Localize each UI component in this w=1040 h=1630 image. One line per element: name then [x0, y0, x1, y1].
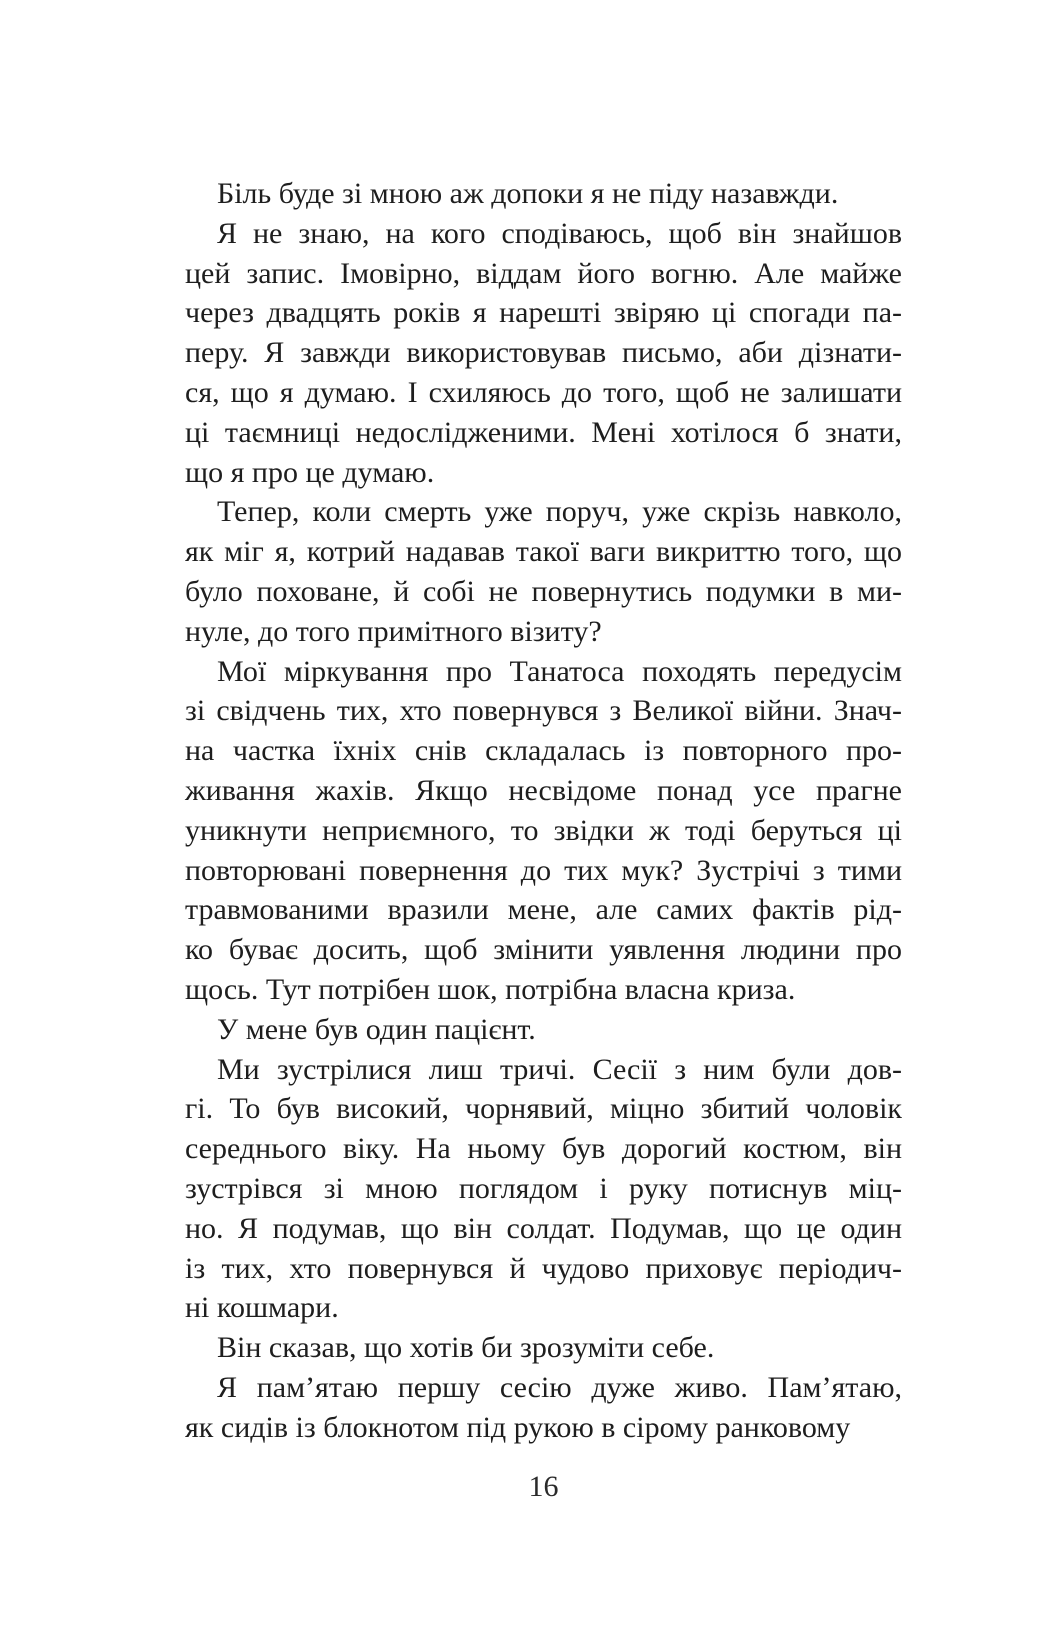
paragraph	[185, 1328, 902, 1368]
paragraph	[185, 1010, 902, 1050]
text-line: як міг я, котрий надавав такої ваги викриттю того, що	[185, 535, 902, 569]
text-line: перу. Я завжди використовував письмо, аби дізнати-	[185, 336, 902, 370]
text-line: нуле, до того примітного візиту?	[185, 614, 602, 648]
text-line: щось. Тут потрібен шок, потрібна власна криза.	[185, 972, 796, 1006]
text-line: ко буває досить, щоб змінити уявлення людини про	[185, 933, 902, 967]
text-line: середнього віку. На ньому був дорогий костюм, він	[185, 1132, 902, 1166]
text-line: Я не знаю, на кого сподіваюсь, щоб він знайшов	[217, 216, 902, 250]
paragraph	[185, 174, 902, 214]
text-line: Мої міркування про Танатоса походять передусім	[217, 654, 902, 688]
text-line: повторювані повернення до тих мук? Зустрічі з тими	[185, 853, 902, 887]
text-line: Ми зустрілися лиш тричі. Сесії з ним були дов-	[217, 1052, 902, 1086]
text-line: живання жахів. Якщо несвідоме понад усе прагне	[185, 773, 902, 807]
text-line: Біль буде зі мною аж допоки я не піду назавжди.	[217, 177, 839, 210]
text-line: Тепер, коли смерть уже поруч, уже скрізь навколо,	[217, 495, 902, 529]
text-line: уникнути неприємного, то звідки ж тоді беруться ці	[185, 813, 902, 847]
text-line: зустрівся зі мною поглядом і руку потиснув міц-	[185, 1171, 902, 1205]
text-line: як сидів із блокнотом під рукою в сірому ранковому	[185, 1410, 851, 1444]
text-line: но. Я подумав, що він солдат. Подумав, що це один	[185, 1211, 902, 1245]
paragraph	[185, 652, 902, 1010]
text-line: зі свідчень тих, хто повернувся з Великої війни. Знач-	[185, 694, 902, 728]
paragraph	[185, 1050, 902, 1329]
paragraph	[185, 492, 902, 651]
text-line: було поховане, й собі не повернутись подумки в ми-	[185, 574, 902, 608]
text-line: цей запис. Імовірно, віддам його вогню. Але майже	[185, 256, 902, 290]
paragraph	[185, 214, 902, 493]
text-line: Він сказав, що хотів би зрозуміти себе.	[217, 1331, 715, 1365]
text-line: У мене був один пацієнт.	[217, 1012, 536, 1046]
body-text-block	[185, 174, 902, 1448]
text-line: ні кошмари.	[185, 1291, 339, 1325]
text-line: гі. То був високий, чорнявий, міцно збитий чоловік	[185, 1092, 902, 1126]
text-line: Я пам’ятаю першу сесію дуже живо. Пам’ятаю,	[217, 1370, 902, 1404]
text-line: ся, що я думаю. І схиляюсь до того, щоб не залишати	[185, 375, 902, 409]
text-line: ці таємниці недослідженими. Мені хотілося б знати,	[185, 415, 902, 449]
text-line: із тих, хто повернувся й чудово приховує періодич-	[185, 1251, 902, 1285]
text-line: що я про це думаю.	[185, 455, 435, 489]
text-line: травмованими вразили мене, але самих фактів рід-	[185, 893, 902, 927]
paragraph	[185, 1368, 902, 1448]
page-number: 16	[528, 1470, 559, 1503]
text-line: через двадцять років я нарешті звіряю ці спогади па-	[185, 296, 902, 330]
text-line: на частка їхніх снів складалась із повторного про-	[185, 734, 902, 768]
